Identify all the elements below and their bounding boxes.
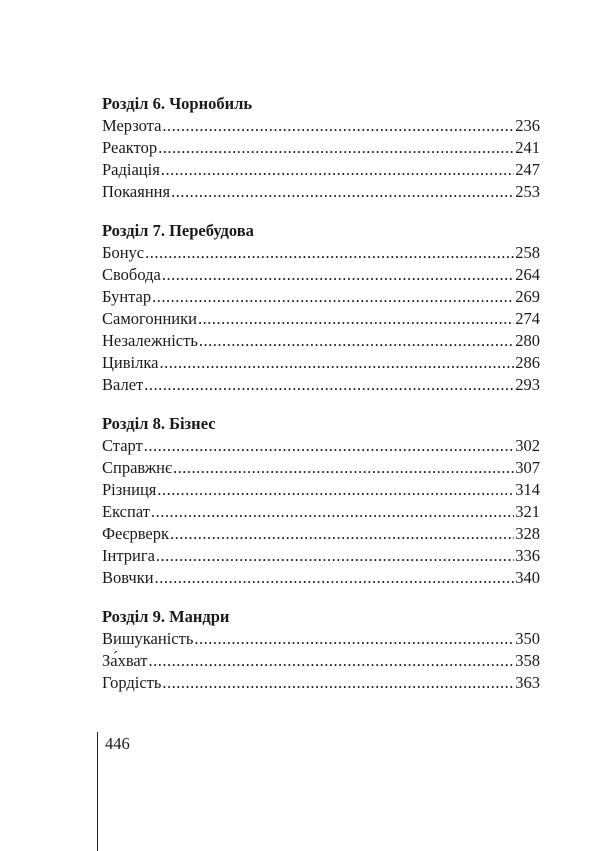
- toc-entry: [102, 115, 540, 137]
- dot-leader: [157, 479, 514, 501]
- entry-page: 350: [515, 629, 540, 648]
- entry-page: 286: [515, 353, 540, 372]
- dot-leader: [162, 264, 514, 286]
- dot-leader: [162, 672, 514, 694]
- entry-title: Покаяння: [102, 182, 171, 201]
- toc-section: [102, 93, 540, 203]
- toc-entry: [102, 523, 540, 545]
- entry-title: Експат: [102, 502, 150, 521]
- entry-page: 269: [515, 287, 540, 306]
- toc-entry: [102, 457, 540, 479]
- dot-leader: [170, 523, 514, 545]
- table-of-contents: [102, 93, 540, 711]
- toc-section: [102, 413, 540, 589]
- entry-title: Незалежність: [102, 331, 198, 350]
- entry-page: 247: [515, 160, 540, 179]
- entry-title: Валет: [102, 375, 144, 394]
- entry-title: Вовчки: [102, 568, 154, 587]
- entry-title: Цивілка: [102, 353, 159, 372]
- toc-entry: [102, 352, 540, 374]
- dot-leader: [149, 650, 515, 672]
- entry-page: 358: [515, 651, 540, 670]
- toc-entry: [102, 567, 540, 589]
- dot-leader: [156, 545, 514, 567]
- dot-leader: [171, 181, 514, 203]
- dot-leader: [161, 159, 514, 181]
- entry-page: 340: [515, 568, 540, 587]
- entry-title: Різниця: [102, 480, 157, 499]
- entry-page: 307: [515, 458, 540, 477]
- toc-entry: [102, 628, 540, 650]
- dot-leader: [159, 352, 514, 374]
- entry-page: 280: [515, 331, 540, 350]
- entry-page: 328: [515, 524, 540, 543]
- entry-title: Самогонники: [102, 309, 197, 328]
- entry-page: 253: [515, 182, 540, 201]
- entry-page: 302: [515, 436, 540, 455]
- toc-entry: [102, 479, 540, 501]
- page-number: 446: [105, 734, 130, 753]
- entry-page: 321: [515, 502, 540, 521]
- entry-title: Гордість: [102, 673, 162, 692]
- dot-leader: [162, 115, 514, 137]
- entry-title: Інтрига: [102, 546, 155, 565]
- entry-page: 258: [515, 243, 540, 262]
- dot-leader: [152, 286, 514, 308]
- entry-page: 314: [515, 480, 540, 499]
- entry-title: Свобода: [102, 265, 161, 284]
- entry-page: 363: [515, 673, 540, 692]
- toc-entry: [102, 242, 540, 264]
- entry-page: 293: [515, 375, 540, 394]
- section-title: Розділ 9. Мандри: [102, 607, 230, 626]
- dot-leader: [194, 628, 514, 650]
- gutter-rule: [97, 732, 98, 851]
- entry-title: Реактор: [102, 138, 158, 157]
- toc-entry: [102, 501, 540, 523]
- dot-leader: [144, 435, 514, 457]
- entry-title: За́хват: [102, 651, 148, 670]
- toc-entry: [102, 159, 540, 181]
- entry-page: 274: [515, 309, 540, 328]
- entry-title: Бунтар: [102, 287, 152, 306]
- dot-leader: [144, 374, 514, 396]
- toc-entry: [102, 181, 540, 203]
- toc-entry: [102, 286, 540, 308]
- toc-entry: [102, 308, 540, 330]
- section-title: Розділ 7. Перебудова: [102, 221, 254, 240]
- entry-title: Бонус: [102, 243, 145, 262]
- section-title: Розділ 6. Чорнобиль: [102, 94, 253, 113]
- toc-entry: [102, 435, 540, 457]
- entry-title: Справжнє: [102, 458, 173, 477]
- dot-leader: [198, 308, 514, 330]
- dot-leader: [151, 501, 514, 523]
- entry-page: 264: [515, 265, 540, 284]
- dot-leader: [199, 330, 514, 352]
- toc-entry: [102, 264, 540, 286]
- dot-leader: [173, 457, 514, 479]
- toc-section: [102, 220, 540, 396]
- entry-title: Феєрверк: [102, 524, 169, 543]
- toc-entry: [102, 374, 540, 396]
- dot-leader: [155, 567, 515, 589]
- entry-page: 241: [515, 138, 540, 157]
- dot-leader: [158, 137, 514, 159]
- entry-title: Старт: [102, 436, 143, 455]
- toc-entry: [102, 545, 540, 567]
- entry-title: Вишуканість: [102, 629, 194, 648]
- entry-page: 236: [515, 116, 540, 135]
- toc-entry: [102, 672, 540, 694]
- dot-leader: [145, 242, 514, 264]
- entry-title: Радіація: [102, 160, 160, 179]
- toc-entry: [102, 137, 540, 159]
- toc-entry: [102, 330, 540, 352]
- section-title: Розділ 8. Бізнес: [102, 414, 216, 433]
- toc-entry: [102, 650, 540, 672]
- toc-section: [102, 606, 540, 694]
- entry-title: Мерзота: [102, 116, 162, 135]
- entry-page: 336: [515, 546, 540, 565]
